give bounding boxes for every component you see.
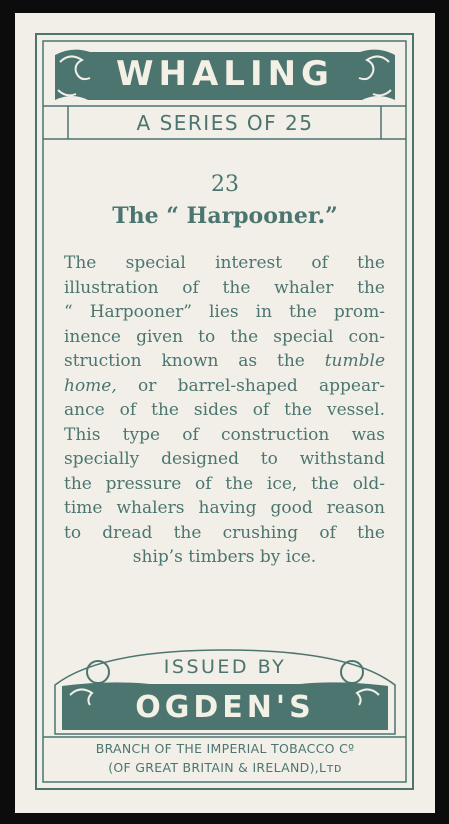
body-line: “ Harpooner” lies in the prom- [64,302,385,322]
series-label: A SERIES OF 25 [136,111,314,135]
body-line-text: struction known as the [64,351,305,371]
branch-text [44,739,406,777]
body-line: This type of construction was [64,424,385,445]
body-line [64,374,385,399]
card-description [64,251,385,570]
body-line: ship’s timbers by ice. [132,547,317,567]
body-line: to dread the crushing of the [64,522,385,543]
italic-term: tumble [324,351,385,371]
italic-term: home, [64,375,117,396]
card-title: The “ Harpooner.” [112,203,338,229]
issued-by-label: ISSUED BY [163,656,287,678]
body-line: the pressure of the ice, the old- [64,473,385,494]
body-line-text: or barrel-shaped appear- [116,375,385,396]
body-line: The special interest of the [64,253,385,273]
body-line: inence given to the special con- [64,326,385,347]
body-line [64,349,385,374]
body-line: time whalers having good reason [64,498,385,518]
brand-name: OGDEN'S [135,690,315,725]
branch-line: BRANCH OF THE IMPERIAL TOBACCO Cº [95,741,355,756]
card-number: 23 [211,172,239,197]
body-line: specially designed to withstand [64,449,385,469]
branch-line: (OF GREAT BRITAIN & IRELAND),Lᴛᴅ [108,760,342,775]
body-line: illustration of the whaler the [64,277,385,298]
body-line: ance of the sides of the vessel. [64,400,385,420]
card-header-title: WHALING [116,54,334,94]
